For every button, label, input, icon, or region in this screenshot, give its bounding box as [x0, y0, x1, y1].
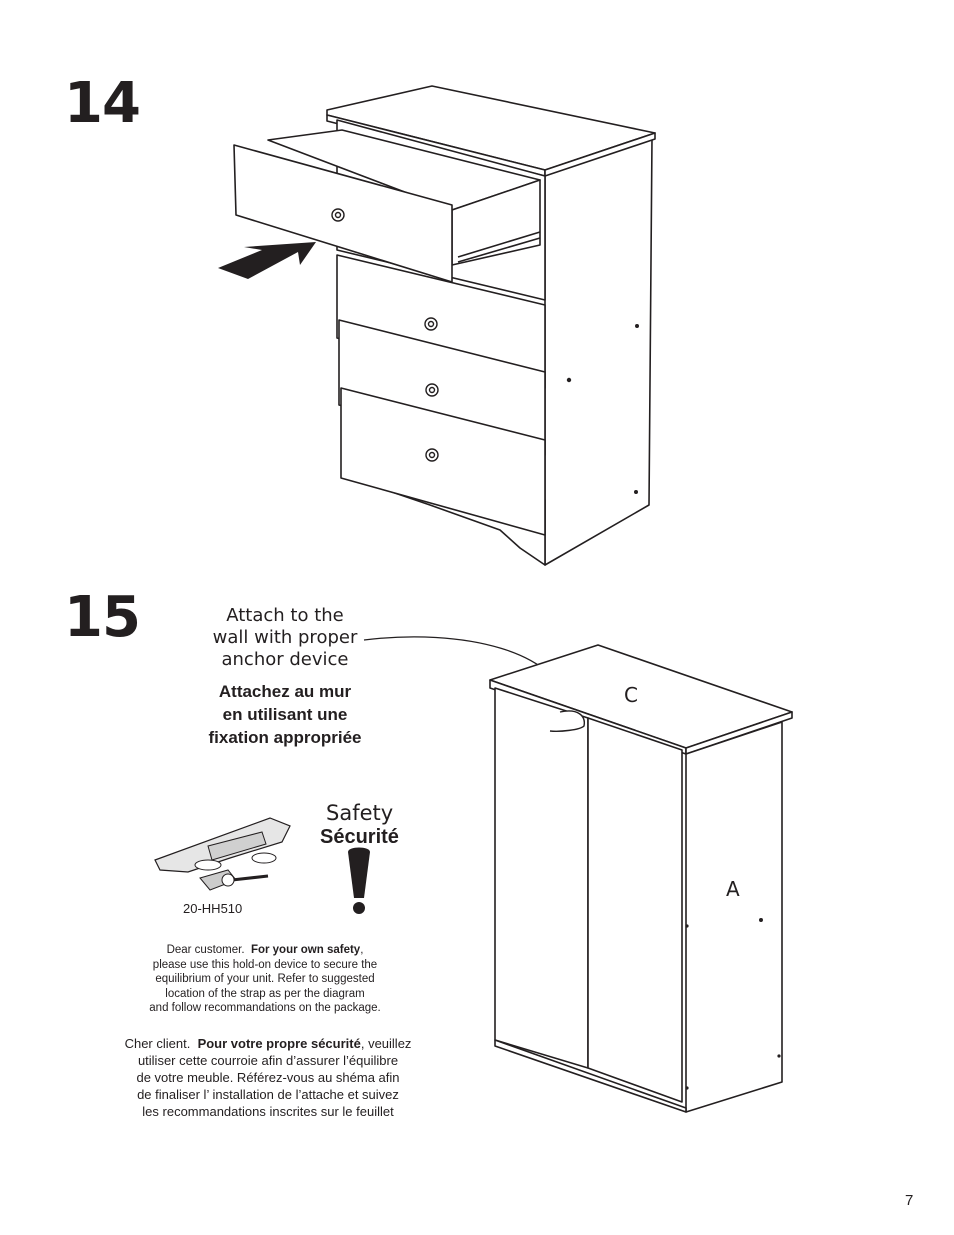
page-number: 7: [905, 1192, 914, 1209]
safety-title-french: Sécurité: [320, 826, 399, 848]
cabinet-side-panel: [686, 722, 782, 1112]
caption-english-line: anchor device: [221, 649, 349, 670]
safety-note-english: [120, 943, 410, 1016]
step-number-14: 14: [64, 71, 140, 136]
step-number-15: 15: [64, 585, 140, 650]
note-line: les recommandations inscrites sur le feuillet: [142, 1104, 394, 1119]
warning-exclamation-icon: [348, 848, 370, 915]
note-after-emphasis: , veuillez: [360, 1036, 412, 1051]
note-emphasis: Pour votre propre sécurité: [197, 1036, 361, 1051]
cabinet-door-left: [495, 688, 588, 1068]
caption-french-line: fixation appropriée: [208, 728, 362, 747]
note-line: equilibrium of your unit. Refer to suggested: [155, 973, 375, 985]
caption-french-line: Attachez au mur: [218, 682, 352, 701]
anchor-kit-icon: [155, 818, 290, 890]
note-line: please use this hold-on device to secure the: [152, 958, 378, 971]
part-code: 20-HH510: [183, 901, 243, 916]
note-first-line: [120, 943, 410, 958]
part-label-c: C: [624, 683, 638, 707]
safety-note-french: [110, 1035, 426, 1120]
note-greeting: Dear customer.: [166, 944, 245, 956]
note-emphasis: For your own safety: [250, 944, 361, 956]
note-line: location of the strap as per the diagram: [165, 987, 365, 1000]
caption-english-line: wall with proper: [212, 627, 358, 648]
safety-title-english: Safety: [326, 801, 394, 825]
note-line: and follow recommandations on the package.: [149, 1002, 381, 1014]
cabinet-door-right: [588, 718, 682, 1102]
note-after-emphasis: ,: [360, 944, 364, 956]
note-line: de votre meuble. Référez-vous au shéma afin: [136, 1070, 400, 1085]
note-greeting: Cher client.: [124, 1036, 191, 1051]
caption-french-line: en utilisant une: [222, 705, 348, 724]
note-line: utiliser cette courroie afin d’assurer l’équilibre: [137, 1053, 399, 1068]
part-label-a: A: [726, 877, 740, 901]
note-first-line: [110, 1035, 426, 1052]
note-line: de finaliser l’ installation de l’attache et suivez: [137, 1087, 399, 1102]
caption-english-line: Attach to the: [226, 605, 344, 626]
